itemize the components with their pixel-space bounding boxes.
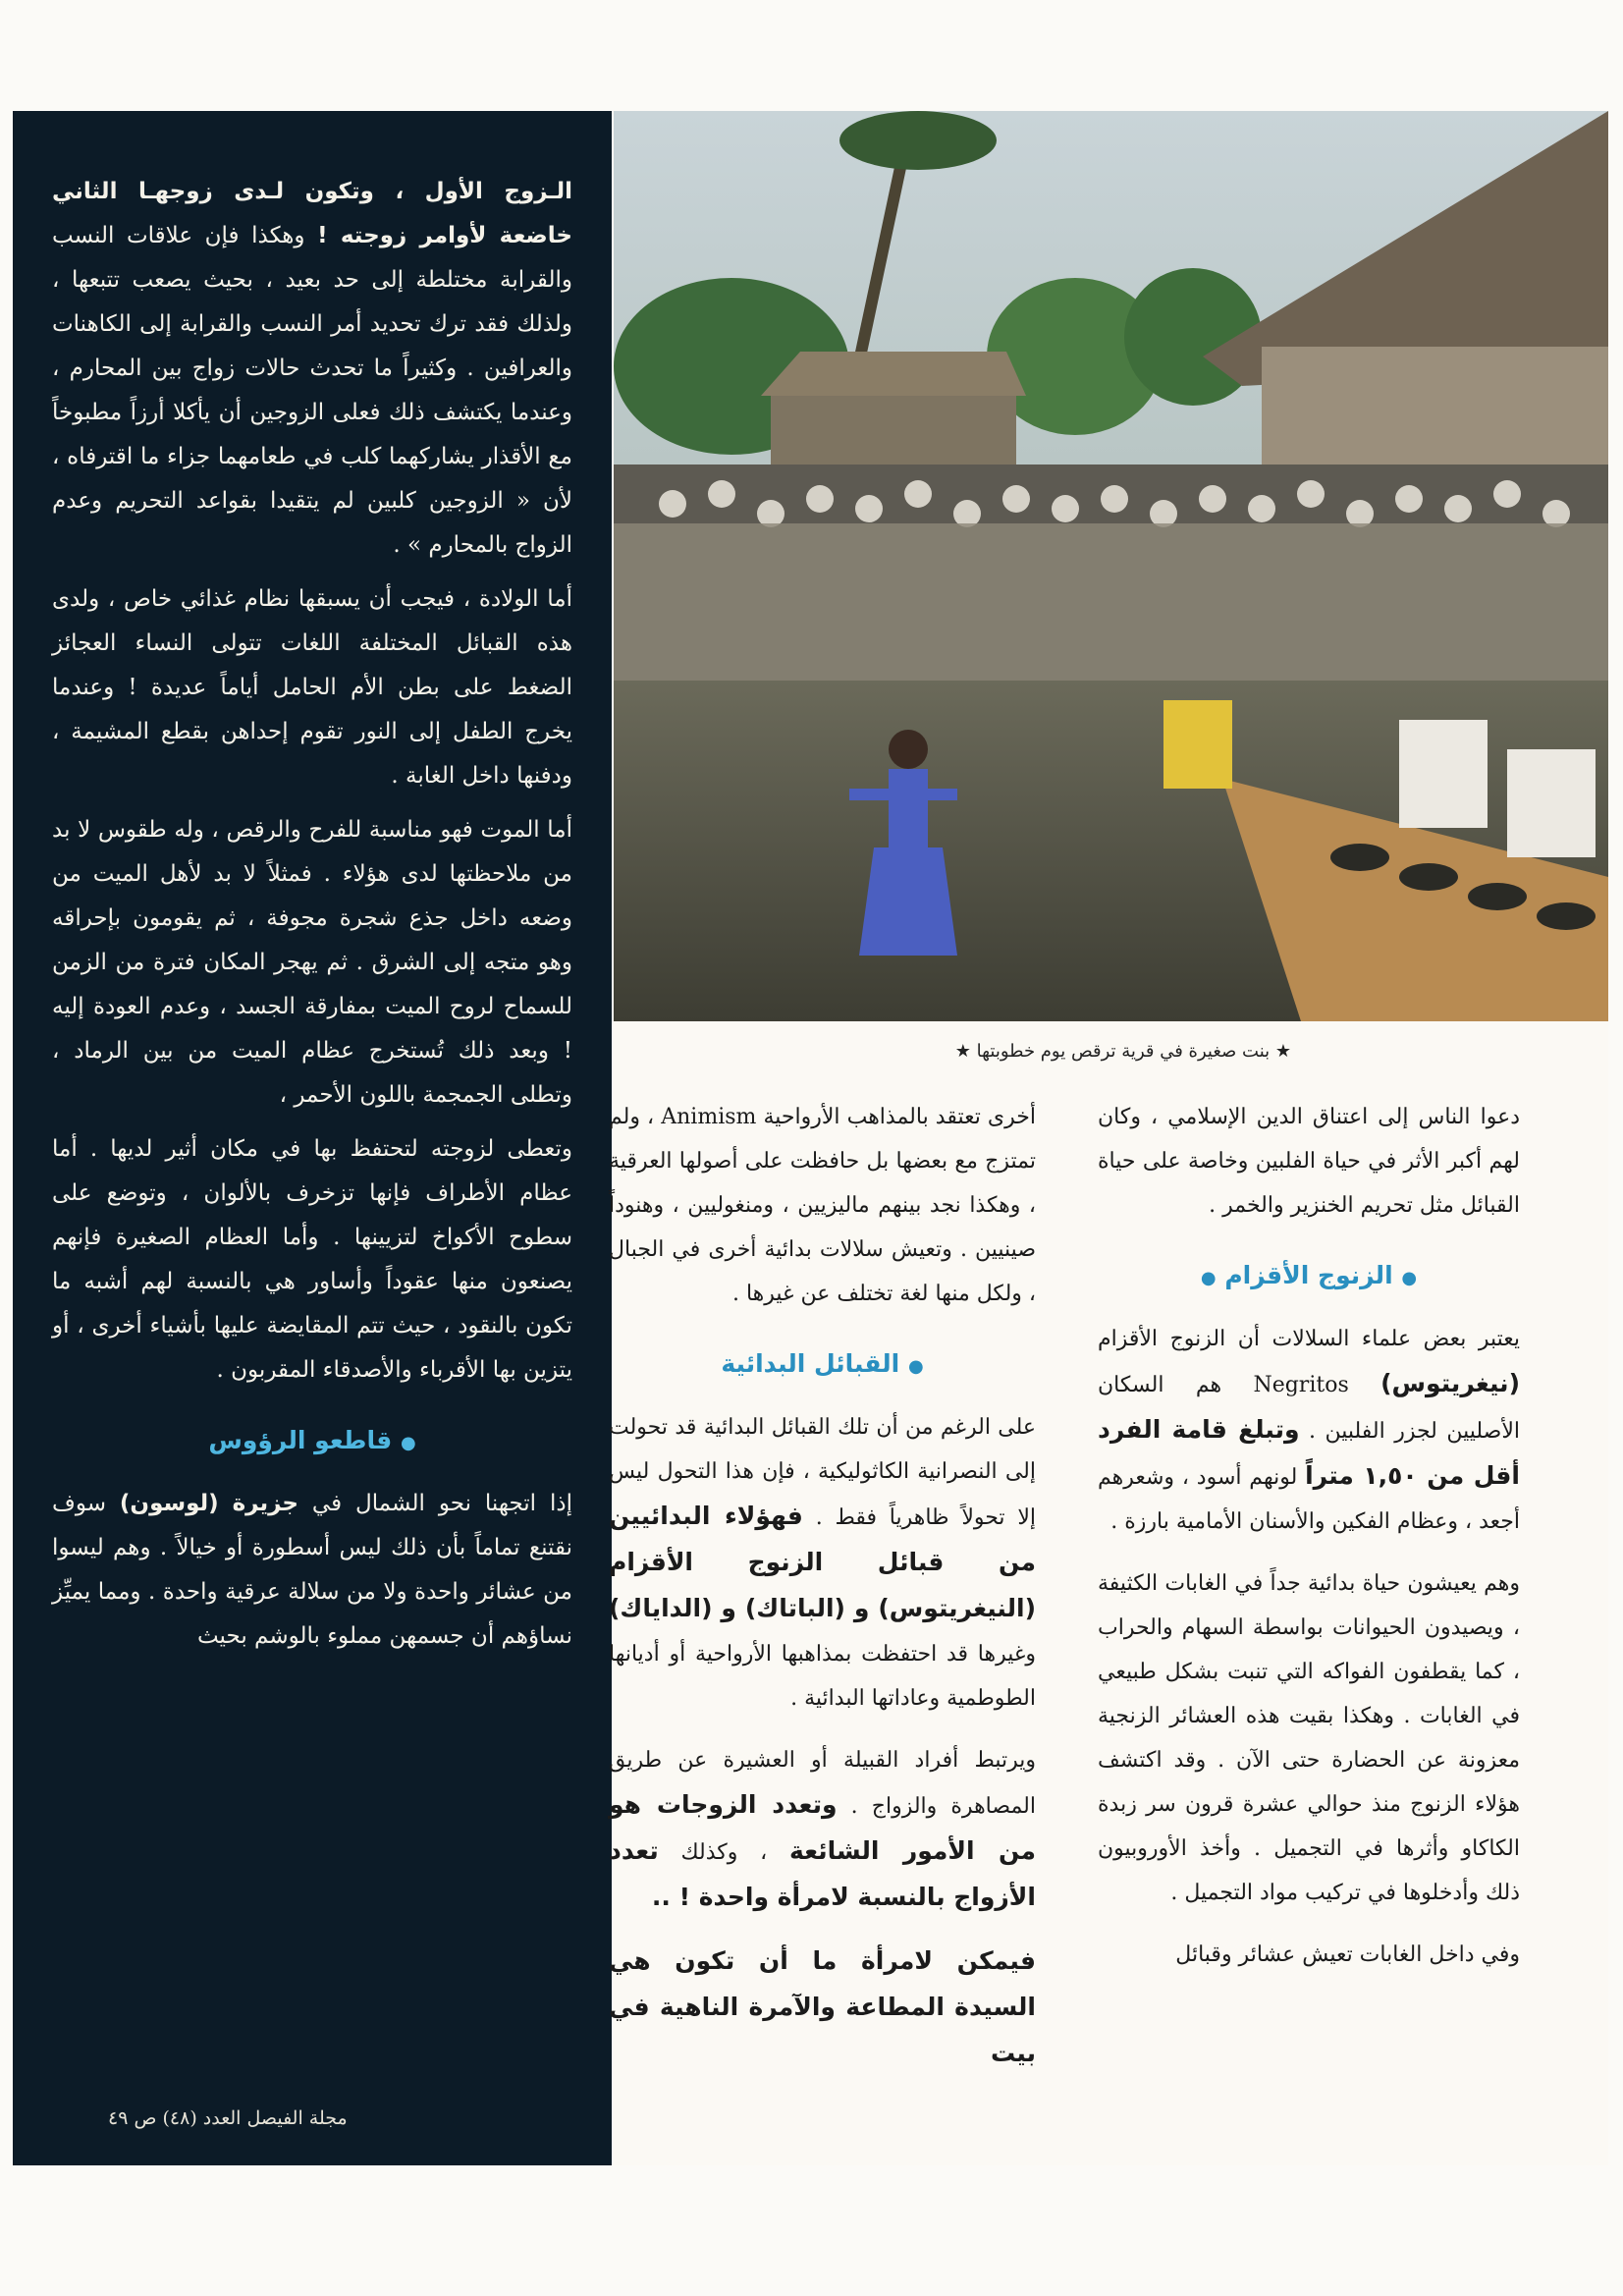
middle-text-column: [609, 1095, 1036, 2095]
bold-text: (لوسون): [119, 1491, 219, 1516]
text: وغيرها قد احتفظت بمذاهبها الأرواحية أو أديانها الطوطمية وعاداتها البدائية .: [609, 1642, 1036, 1711]
text: ، وكذلك: [680, 1840, 768, 1865]
bullet-icon: ●: [1200, 1268, 1217, 1288]
bold-text: فهؤلاء البدائيين من قبائل الزنوج الأقزام (النيغريتوس) و (الباتاك) و (الداياك): [609, 1502, 1036, 1622]
section-heading: [52, 1426, 572, 1454]
paragraph: [52, 1482, 572, 1659]
paragraph: وهم يعيشون حياة بدائية جداً في الغابات الكثيفة ، ويصيدون الحيوانات بواسطة السهام والحراب ، كما يقطفون الفواكه التي تنبت بشكل طبيعي في الغابات . وهكذا بقيت هذه العشائر الزنجية معزونة عن الحضارة حتى الآن . وقد اكتشف هؤلاء الزنوج منذ حوالي عشرة قرون سر زبدة الكاكاو وأثرها في التجميل . وأخذ الأوروبيون ذلك وأدخلوها في تركيب مواد التجميل .: [1098, 1571, 1520, 1905]
section-heading: [609, 1349, 1036, 1378]
paragraph: [609, 1738, 1036, 1921]
paragraph: [609, 1939, 1036, 2077]
bold-text: (نيغريتوس): [1380, 1369, 1520, 1397]
bold-text: فيمكن لامرأة ما أن تكون هي السيدة المطاعة والآمرة الناهية في بيت: [609, 1946, 1036, 2067]
photo-caption: ★ بنت صغيرة في قرية ترقص يوم خطوبتها ★: [954, 1041, 1291, 1062]
text: على الرغم من أن تلك القبائل البدائية قد تحولت إلى النصرانية الكاثوليكية ، فإن هذا التحول ليس إلا تحولاً ظاهرياً فقط .: [609, 1415, 1036, 1530]
text: وهكذا فإن علاقات النسب والقرابة مختلطة إلى حد بعيد ، بحيث يصعب تتبعها ، ولذلك فقد ترك تحديد أمر النسب والقرابة إلى الكاهنات والعرافين . وكثيراً ما تحدث حالات زواج بين المحارم ، وعندما يكتشف ذلك فعلى الزوجين أن يأكلا أرزاً مطبوخاً مع الأقذار يشاركهما كلب في طعامهما جزاء ما اقترفاه ، لأن « الزوجين كلبين لم يتقيدا بقواعد التحريم وعدم الزواج بالمحارم » .: [52, 223, 572, 558]
bold-text: وتبلغ قامة الفرد أقل من ١,٥٠ متراً: [1098, 1415, 1520, 1490]
bullet-icon: ●: [400, 1433, 416, 1453]
paragraph: دعوا الناس إلى اعتناق الدين الإسلامي ، وكان لهم أكبر الأثر في حياة الفلبين وخاصة على حياة القبائل مثل تحريم الخنزير والخمر .: [1098, 1105, 1520, 1218]
paragraph: [609, 1405, 1036, 1721]
text: Negritos هم السكان الأصليين لجزر الفلبين .: [1098, 1373, 1520, 1444]
paragraph: [1098, 1317, 1520, 1544]
dark-text-column: [13, 111, 612, 2165]
bullet-icon: ●: [907, 1356, 924, 1377]
right-text-column: [1098, 1095, 1520, 1995]
bullet-icon: ●: [1401, 1268, 1418, 1288]
text: سوف نقتنع تماماً بأن ذلك ليس أسطورة أو خيالاً . وهم ليسوا من عشائر واحدة ولا من سلالة عرقية واحدة . ومما يميِّز نساؤهم أن جسمهن مملوء بالوشم بحيث: [52, 1491, 572, 1649]
paragraph: وفي داخل الغابات تعيش عشائر وقبائل: [1175, 1942, 1520, 1967]
photo-illustration: [614, 111, 1608, 1021]
bold-text: وتعدد الزوجات هو من الأمور الشائعة: [609, 1790, 1036, 1865]
photo-dancing-girl: [614, 111, 1608, 1021]
text: ويرتبط أفراد القبيلة أو العشيرة عن طريق المصاهرة والزواج .: [609, 1748, 1036, 1819]
heading-text: قاطعو الرؤوس: [208, 1426, 393, 1454]
paragraph: [52, 170, 572, 568]
paragraph: أخرى تعتقد بالمذاهب الأرواحية Animism ، ولم تمتزج مع بعضها بل حافظت على أصولها العرقية ، وهكذا نجد بينهم ماليزيين ، ومنغوليين ، وهنوداً صينيين . وتعيش سلالات بدائية أخرى في الجبال ، ولكل منها لغة تختلف عن غيرها .: [609, 1105, 1036, 1306]
text: يعتبر بعض علماء السلالات أن الزنوج الأقزام: [1098, 1327, 1520, 1351]
paragraph: أما الولادة ، فيجب أن يسبقها نظام غذائي خاص ، ولدى هذه القبائل المختلفة اللغات تتولى النساء العجائز الضغط على بطن الأم الحامل أياماً عديدة ! وعندما يخرج الطفل إلى النور تقوم إحداهن بقطع المشيمة ، ودفنها داخل الغابة .: [52, 586, 572, 789]
bold-text: جزيرة: [232, 1491, 298, 1516]
bold-text: تعدد الأزواج بالنسبة لامرأة واحدة ! ..: [609, 1836, 1036, 1911]
bold-lead: الـزوج الأول ، وتكون لـدى زوجهـا الثاني خاضعة لأوامر زوجته !: [52, 179, 572, 248]
text: إذا اتجهنا نحو الشمال في: [311, 1491, 573, 1516]
paragraph: وتعطى لزوجته لتحتفظ بها في مكان أثير لديها . أما عظام الأطراف فإنها تزخرف بالألوان ، وتوضع على سطوح الأكواخ لتزيينها . وأما العظام الصغيرة فإنهم يصنعون منها عقوداً وأساور هي بالنسبة لهم أشبه ما تكون بالنقود ، حيث تتم المقايضة عليها بأشياء أخرى ، أو يتزين بها الأقرباء والأصدقاء المقربون .: [52, 1136, 572, 1383]
heading-text: الزنوج الأقزام: [1224, 1261, 1393, 1289]
section-heading: [1098, 1261, 1520, 1289]
page-footer: مجلة الفيصل العدد (٤٨) ص ٤٩: [108, 2107, 348, 2129]
paragraph: أما الموت فهو مناسبة للفرح والرقص ، وله طقوس لا بد من ملاحظتها لدى هؤلاء . فمثلاً لا بد لأهل الميت من وضعه داخل جذع شجرة مجوفة ، ثم يقومون بإحراقه وهو متجه إلى الشرق . ثم يهجر المكان فترة من الزمن للسماح لروح الميت بمفارقة الجسد ، وعدم العودة إليه ! وبعد ذلك تُستخرج عظام الميت من بين الرماد ، وتطلى الجمجمة باللون الأحمر ،: [52, 817, 572, 1108]
heading-text: القبائل البدائية: [721, 1349, 900, 1378]
text: لونهم أسود ، وشعرهم أجعد ، وعظام الفكين والأسنان الأمامية بارزة .: [1098, 1465, 1520, 1534]
